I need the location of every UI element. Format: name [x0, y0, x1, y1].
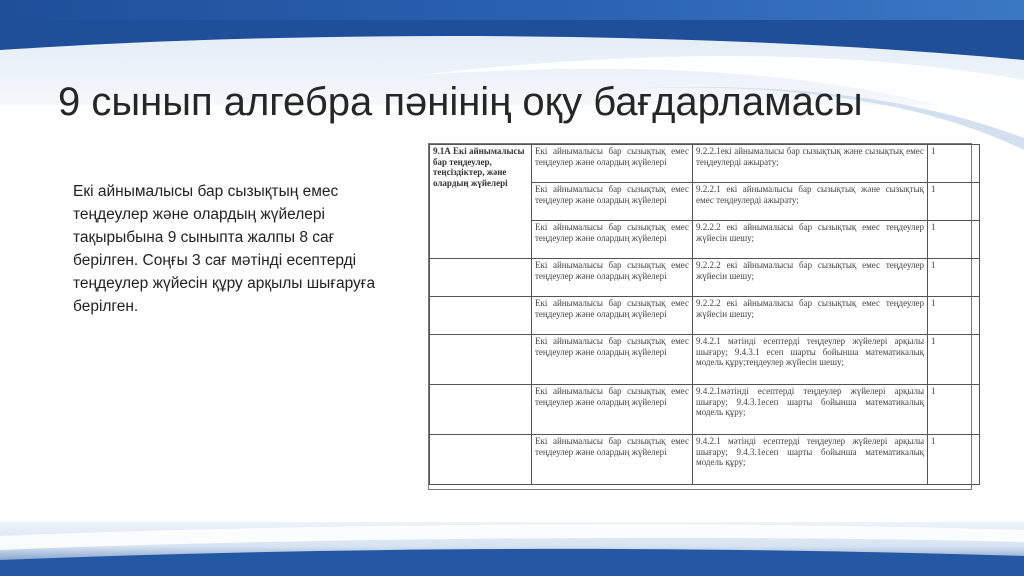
- topic-cell: Екі айнымалысы бар сызықтық емес теңдеулер және олардың жүйелері: [532, 385, 693, 435]
- hours-cell: 1: [928, 183, 980, 221]
- empty-cell: [430, 259, 532, 297]
- topic-cell: Екі айнымалысы бар сызықтық емес теңдеулер және олардың жүйелері: [532, 335, 693, 385]
- topic-cell: Екі айнымалысы бар сызықтық емес теңдеулер және олардың жүйелері: [532, 145, 693, 183]
- empty-cell: [430, 435, 532, 485]
- objective-cell: 9.2.2.2 екі айнымалысы бар сызықтық емес теңдеулер жүйесін шешу;: [693, 259, 928, 297]
- topic-cell: Екі айнымалысы бар сызықтық емес теңдеулер және олардың жүйелері: [532, 435, 693, 485]
- empty-cell: [430, 297, 532, 335]
- hours-cell: 1: [928, 145, 980, 183]
- topic-cell: Екі айнымалысы бар сызықтық емес теңдеулер және олардың жүйелері: [532, 183, 693, 221]
- objective-cell: 9.2.2.2 екі айнымалысы бар сызықтық емес теңдеулер жүйесін шешу;: [693, 221, 928, 259]
- empty-cell: [430, 335, 532, 385]
- decorative-swoosh-bottom: [0, 516, 1024, 576]
- slide-title: 9 сынып алгебра пәнінің оқу бағдарламасы: [58, 80, 863, 124]
- hours-cell: 1: [928, 297, 980, 335]
- objective-cell: 9.4.2.1мәтінді есептерді теңдеулер жүйелері арқылы шығару; 9.4.3.1есеп шарты бойынша математикалық модель құру;: [693, 385, 928, 435]
- hours-cell: 1: [928, 435, 980, 485]
- objective-cell: 9.2.2.1екі айнымалысы бар сызықтық және сызықтық емес теңдеулерді ажырату;: [693, 145, 928, 183]
- objective-cell: 9.2.2.2 екі айнымалысы бар сызықтық емес теңдеулер жүйесін шешу;: [693, 297, 928, 335]
- slide-body-text: Екі айнымалысы бар сызықтың емес теңдеулер және олардың жүйелері тақырыбына 9 сыныпта жалпы 8 сағ берілген. Соңғы 3 сағ мәтінді есептерді теңдеулер жүйесін құру арқылы шығаруға берілген.: [73, 183, 376, 315]
- section-label: 9.1А Екі айнымалысы бар теңдеулер, теңсіздіктер, және олардың жүйелері: [433, 146, 525, 188]
- hours-cell: 1: [928, 221, 980, 259]
- topic-cell: Екі айнымалысы бар сызықтық емес теңдеулер және олардың жүйелері: [532, 297, 693, 335]
- objective-cell: 9.4.2.1 мәтінді есептерді теңдеулер жүйелері арқылы шығару; 9.4.3.1 есеп шарты бойынша математикалық модель құру;теңдеулер жүйесін шешу;: [693, 335, 928, 385]
- curriculum-table: [428, 143, 972, 490]
- empty-cell: [430, 385, 532, 435]
- topic-cell: Екі айнымалысы бар сызықтық емес теңдеулер және олардың жүйелері: [532, 221, 693, 259]
- section-cell: [430, 145, 532, 259]
- objective-cell: 9.4.2.1 мәтінді есептерді теңдеулер жүйелері арқылы шығару; 9.4.3.1есеп шарты бойынша математикалық модель құру;: [693, 435, 928, 485]
- topic-cell: Екі айнымалысы бар сызықтық емес теңдеулер және олардың жүйелері: [532, 259, 693, 297]
- objective-cell: 9.2.2.1 екі айнымалысы бар сызықтық және сызықтық емес теңдеулерді ажырату;: [693, 183, 928, 221]
- hours-cell: 1: [928, 385, 980, 435]
- hours-cell: 1: [928, 259, 980, 297]
- hours-cell: 1: [928, 335, 980, 385]
